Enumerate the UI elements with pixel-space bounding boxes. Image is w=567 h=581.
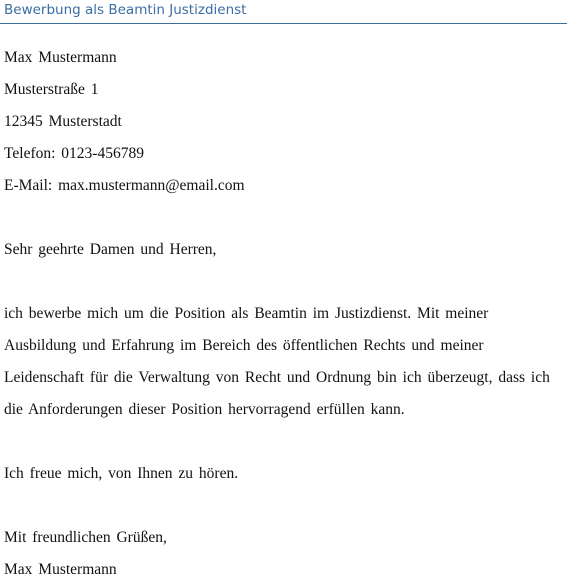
sender-name: Max Mustermann — [4, 49, 117, 66]
body-line: ich bewerbe mich um die Position als Beamtin im Justizdienst. Mit meiner — [4, 305, 489, 322]
closing-sentence: Ich freue mich, von Ihnen zu hören. — [4, 465, 239, 482]
sign-off: Mit freundlichen Grüßen, — [4, 529, 167, 546]
body-line: Ausbildung und Erfahrung im Bereich des öffentlichen Rechts und meiner — [4, 337, 484, 354]
sender-email: E-Mail: max.mustermann@email.com — [4, 177, 245, 194]
sender-city: 12345 Musterstadt — [4, 113, 122, 130]
sender-street: Musterstraße 1 — [4, 81, 99, 98]
body-line: die Anforderungen dieser Position hervorragend erfüllen kann. — [4, 401, 405, 418]
sender-phone: Telefon: 0123-456789 — [4, 145, 144, 162]
body-line: Leidenschaft für die Verwaltung von Recht und Ordnung bin ich überzeugt, dass ich — [4, 369, 550, 386]
salutation: Sehr geehrte Damen und Herren, — [4, 241, 217, 258]
document-header — [0, 0, 567, 24]
document-title: Bewerbung als Beamtin Justizdienst — [4, 2, 247, 18]
signature-name: Max Mustermann — [4, 561, 117, 578]
